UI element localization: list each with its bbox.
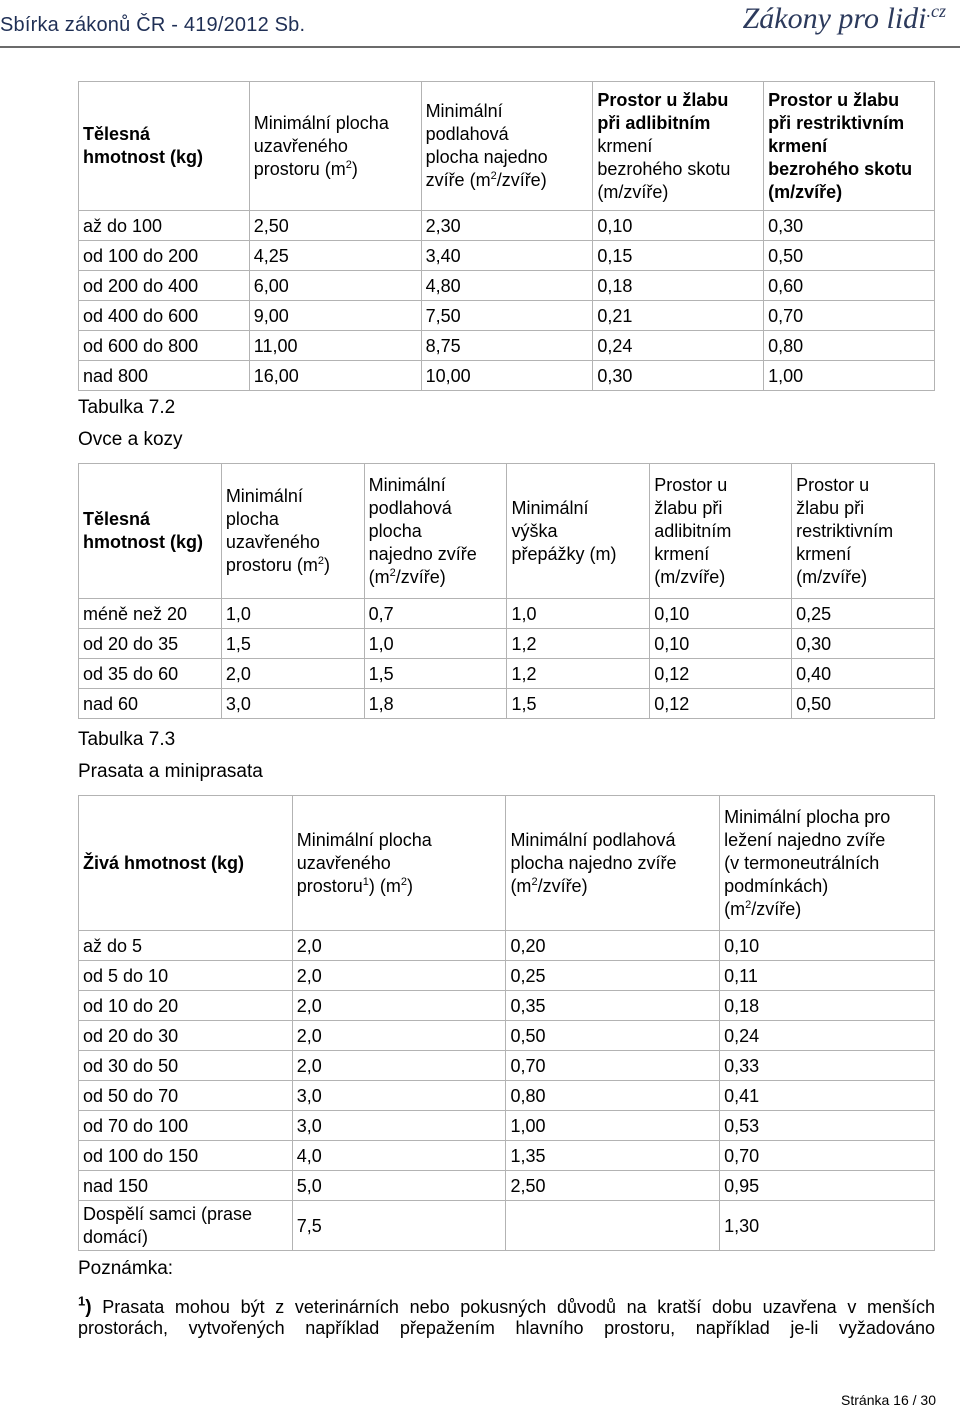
cell-lying: 0,10 (720, 931, 935, 961)
cell-trough-restrict: 0,80 (764, 331, 935, 361)
cell-partition: 1,0 (507, 599, 650, 629)
cell-enclosure: 2,0 (292, 1051, 506, 1081)
cell-floor: 0,80 (506, 1081, 720, 1111)
cell-enclosure: 7,5 (292, 1201, 506, 1251)
cell-trough-restrict: 0,50 (792, 689, 935, 719)
cell-lying: 0,41 (720, 1081, 935, 1111)
cell-enclosure: 1,0 (221, 599, 364, 629)
cell-enclosure: 9,00 (249, 301, 421, 331)
header-lying: Minimální plocha pro ležení najedno zvíře (v termoneutrálních podmínkách) $(m^2/zvíře)$ (720, 796, 935, 931)
header-weight: Živá hmotnost (kg) (79, 796, 293, 931)
table-title: Ovce a kozy (78, 429, 183, 450)
cell-floor: 1,5 (364, 659, 507, 689)
cell-enclosure: 4,25 (249, 241, 421, 271)
header-enclosure: Minimální plocha uzavřeného prostoru $(m^2)$ (221, 464, 364, 599)
cell-enclosure: 2,0 (292, 1021, 506, 1051)
cell-enclosure: 5,0 (292, 1171, 506, 1201)
header-partition: Minimální výška přepážky (m) (507, 464, 650, 599)
table-row (79, 1171, 935, 1201)
cell-weight: až do 5 (79, 931, 293, 961)
header-weight: Tělesná hmotnost (kg) (79, 464, 222, 599)
cell-weight: nad 150 (79, 1171, 293, 1201)
cell-enclosure: 2,0 (221, 659, 364, 689)
header-trough-restrict: Prostor u žlabu při restriktivním krmení bezrohého skotu (m/zvíře) (764, 82, 935, 211)
cell-enclosure: 16,00 (249, 361, 421, 391)
table-title: Prasata a miniprasata (78, 761, 263, 782)
cell-enclosure: 2,0 (292, 961, 506, 991)
cell-trough-adlib: 0,30 (593, 361, 764, 391)
pigs-table-body (79, 931, 935, 1201)
header-weight: Tělesná hmotnost (kg) (79, 82, 250, 211)
table-row (79, 1021, 935, 1051)
cell-trough-adlib: 0,15 (593, 241, 764, 271)
cell-lying: 0,33 (720, 1051, 935, 1081)
cell-weight: až do 100 (79, 211, 250, 241)
cell-trough-adlib: 0,12 (650, 659, 792, 689)
cell-floor: 0,20 (506, 931, 720, 961)
note-title: Poznámka: (78, 1258, 174, 1279)
table-row (79, 331, 935, 361)
cell-weight: od 30 do 50 (79, 1051, 293, 1081)
cell-weight: od 50 do 70 (79, 1081, 293, 1111)
header-divider (0, 46, 960, 48)
table-row (79, 1051, 935, 1081)
table-row (79, 241, 935, 271)
cell-floor: 4,80 (421, 271, 593, 301)
cell-enclosure: 6,00 (249, 271, 421, 301)
header-enclosure: Minimální plocha uzavřeného prostoru$^1$) $(m^2)$ (292, 796, 506, 931)
cell-weight: od 35 do 60 (79, 659, 222, 689)
cell-floor: 2,30 (421, 211, 593, 241)
cell-enclosure: 4,0 (292, 1141, 506, 1171)
table-row (79, 1111, 935, 1141)
cell-weight: méně než 20 (79, 599, 222, 629)
cell-weight: Dospělí samci (prase domácí) (79, 1201, 293, 1251)
logo-suffix: .cz (926, 1, 946, 21)
cell-lying: 1,30 (720, 1201, 935, 1251)
cell-floor: 1,35 (506, 1141, 720, 1171)
cell-floor: 0,7 (364, 599, 507, 629)
cell-trough-adlib: 0,10 (650, 599, 792, 629)
table-row (79, 271, 935, 301)
cell-weight: od 5 do 10 (79, 961, 293, 991)
cell-lying: 0,95 (720, 1171, 935, 1201)
cell-trough-restrict: 0,60 (764, 271, 935, 301)
sheep-goats-table-body (79, 599, 935, 719)
cell-floor: 0,50 (506, 1021, 720, 1051)
sheep-goats-table (78, 463, 935, 719)
cell-weight: od 20 do 30 (79, 1021, 293, 1051)
header-floor: Minimální podlahová plocha najedno zvíře $(m^2/zvíře)$ (506, 796, 720, 931)
cell-weight: od 100 do 150 (79, 1141, 293, 1171)
footnote-marker: $^1$) (78, 1293, 92, 1318)
table-caption: Tabulka 7.2 (78, 397, 176, 418)
table-row (79, 1141, 935, 1171)
table-row (79, 361, 935, 391)
cell-trough-adlib: 0,12 (650, 689, 792, 719)
cell-floor: 0,70 (506, 1051, 720, 1081)
cell-floor: 1,8 (364, 689, 507, 719)
cell-floor: 7,50 (421, 301, 593, 331)
document-title: Sbírka zákonů ČR - 419/2012 Sb. (0, 14, 306, 36)
cell-weight: od 100 do 200 (79, 241, 250, 271)
table-header-row (79, 82, 935, 211)
table-row (79, 961, 935, 991)
cell-trough-restrict: 0,50 (764, 241, 935, 271)
cell-trough-restrict: 0,30 (792, 629, 935, 659)
header-trough-adlib: Prostor u žlabu při adlibitním krmení bezrohého skotu (m/zvíře) (593, 82, 764, 211)
cell-lying: 0,24 (720, 1021, 935, 1051)
cell-trough-adlib: 0,10 (593, 211, 764, 241)
cell-enclosure: 2,0 (292, 991, 506, 1021)
table-row (79, 211, 935, 241)
cattle-table-body (79, 211, 935, 391)
cell-lying: 0,70 (720, 1141, 935, 1171)
cell-trough-adlib: 0,21 (593, 301, 764, 331)
cell-floor: 8,75 (421, 331, 593, 361)
cell-trough-restrict: 0,70 (764, 301, 935, 331)
cell-enclosure: 2,50 (249, 211, 421, 241)
logo-text: Zákony pro lidi (742, 2, 927, 35)
footnote (78, 1293, 935, 1338)
pigs-table (78, 795, 935, 1251)
cattle-table (78, 81, 935, 391)
header-trough-restrict: Prostor u žlabu při restriktivním krmení (m/zvíře) (792, 464, 935, 599)
cell-trough-restrict: 1,00 (764, 361, 935, 391)
site-logo[interactable] (743, 2, 946, 36)
cell-enclosure: 3,0 (221, 689, 364, 719)
cell-floor (506, 1201, 720, 1251)
table-row (79, 301, 935, 331)
footnote-text: Prasata mohou být z veterinárních nebo pokusných důvodů na kratší dobu uzavřena v menších prostorách, vytvořených například přepažením hlavního prostoru, například je-li vyžadováno (78, 1297, 935, 1338)
cell-floor: 0,35 (506, 991, 720, 1021)
cell-weight: od 400 do 600 (79, 301, 250, 331)
cell-enclosure: 1,5 (221, 629, 364, 659)
cell-trough-adlib: 0,24 (593, 331, 764, 361)
table-row (79, 991, 935, 1021)
cell-enclosure: 3,0 (292, 1111, 506, 1141)
table-row (79, 599, 935, 629)
cell-floor: 2,50 (506, 1171, 720, 1201)
cell-partition: 1,2 (507, 629, 650, 659)
table-row (79, 659, 935, 689)
table-row (79, 1201, 935, 1251)
cell-floor: 0,25 (506, 961, 720, 991)
cell-enclosure: 3,0 (292, 1081, 506, 1111)
cell-trough-adlib: 0,10 (650, 629, 792, 659)
cell-trough-restrict: 0,40 (792, 659, 935, 689)
cell-partition: 1,2 (507, 659, 650, 689)
cell-trough-adlib: 0,18 (593, 271, 764, 301)
cell-weight: od 70 do 100 (79, 1111, 293, 1141)
cell-trough-restrict: 0,25 (792, 599, 935, 629)
table-caption: Tabulka 7.3 (78, 729, 176, 750)
table-header-row (79, 796, 935, 931)
cell-weight: od 10 do 20 (79, 991, 293, 1021)
table-row (79, 629, 935, 659)
cell-floor: 10,00 (421, 361, 593, 391)
header-floor: Minimální podlahová plocha najedno zvíře $(m^2/zvíře)$ (421, 82, 593, 211)
cell-enclosure: 11,00 (249, 331, 421, 361)
cell-lying: 0,53 (720, 1111, 935, 1141)
table-row (79, 1081, 935, 1111)
table-row (79, 931, 935, 961)
cell-partition: 1,5 (507, 689, 650, 719)
header-trough-adlib: Prostor u žlabu při adlibitním krmení (m/zvíře) (650, 464, 792, 599)
cell-floor: 3,40 (421, 241, 593, 271)
header-enclosure: Minimální plocha uzavřeného prostoru $(m^2)$ (249, 82, 421, 211)
table-header-row (79, 464, 935, 599)
table-row (79, 689, 935, 719)
cell-weight: od 200 do 400 (79, 271, 250, 301)
cell-weight: od 20 do 35 (79, 629, 222, 659)
cell-lying: 0,18 (720, 991, 935, 1021)
page-header (0, 0, 960, 48)
cell-enclosure: 2,0 (292, 931, 506, 961)
cell-lying: 0,11 (720, 961, 935, 991)
cell-weight: nad 60 (79, 689, 222, 719)
cell-weight: nad 800 (79, 361, 250, 391)
cell-floor: 1,00 (506, 1111, 720, 1141)
cell-floor: 1,0 (364, 629, 507, 659)
cell-trough-restrict: 0,30 (764, 211, 935, 241)
header-floor: Minimální podlahová plocha najedno zvíře $(m^2/zvíře)$ (364, 464, 507, 599)
page-number: Stránka 16 / 30 (841, 1392, 936, 1408)
cell-weight: od 600 do 800 (79, 331, 250, 361)
